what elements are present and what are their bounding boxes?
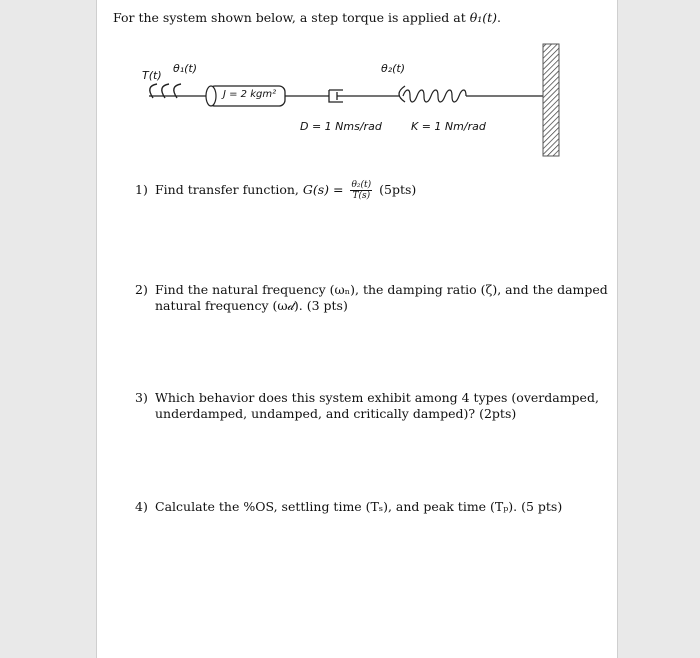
inertia-label: J = 2 kgm² bbox=[223, 89, 277, 100]
question-4-line-1: Calculate the %OS, settling time (Tₛ), and peak time (Tₚ). (5 pts) bbox=[155, 499, 563, 514]
question-3-line-2: underdamped, undamped, and critically damped)? (2pts) bbox=[155, 406, 517, 421]
theta1-label: θ₁(t) bbox=[173, 62, 198, 75]
spring-icon bbox=[403, 90, 466, 102]
document-page bbox=[96, 0, 618, 658]
question-3-line-1: Which behavior does this system exhibit among 4 types (overdamped, bbox=[155, 390, 599, 405]
spring-label: K = 1 Nm/rad bbox=[411, 120, 486, 133]
question-3-number: 3) bbox=[135, 390, 148, 405]
transfer-function-fraction: $\frac{\text{θ₂(t)}}{T(s)}$ bbox=[351, 180, 372, 201]
question-2-line-2: natural frequency (ω𝒹). (3 pts) bbox=[155, 298, 348, 313]
rotational-system-diagram bbox=[97, 40, 617, 160]
fixed-wall bbox=[543, 44, 559, 156]
question-2-line-1: Find the natural frequency (ωₙ), the damping ratio (ζ), and the damped bbox=[155, 282, 608, 297]
question-4-number: 4) bbox=[135, 499, 148, 514]
torque-label: T(t) bbox=[142, 69, 162, 82]
question-1-number: 1) bbox=[135, 182, 148, 197]
damper-icon bbox=[329, 90, 349, 102]
question-1-text: Find transfer function, G(s) = $\frac{\text{θ₂(t)}}{T(s)}$ (5pts) bbox=[155, 180, 417, 201]
question-2-number: 2) bbox=[135, 282, 148, 297]
theta2-label: θ₂(t) bbox=[381, 62, 406, 75]
damper-label: D = 1 Nms/rad bbox=[300, 120, 382, 133]
inertia-end bbox=[206, 86, 216, 106]
intro-text: For the system shown below, a step torque is applied at θ₁(t). bbox=[113, 10, 502, 25]
